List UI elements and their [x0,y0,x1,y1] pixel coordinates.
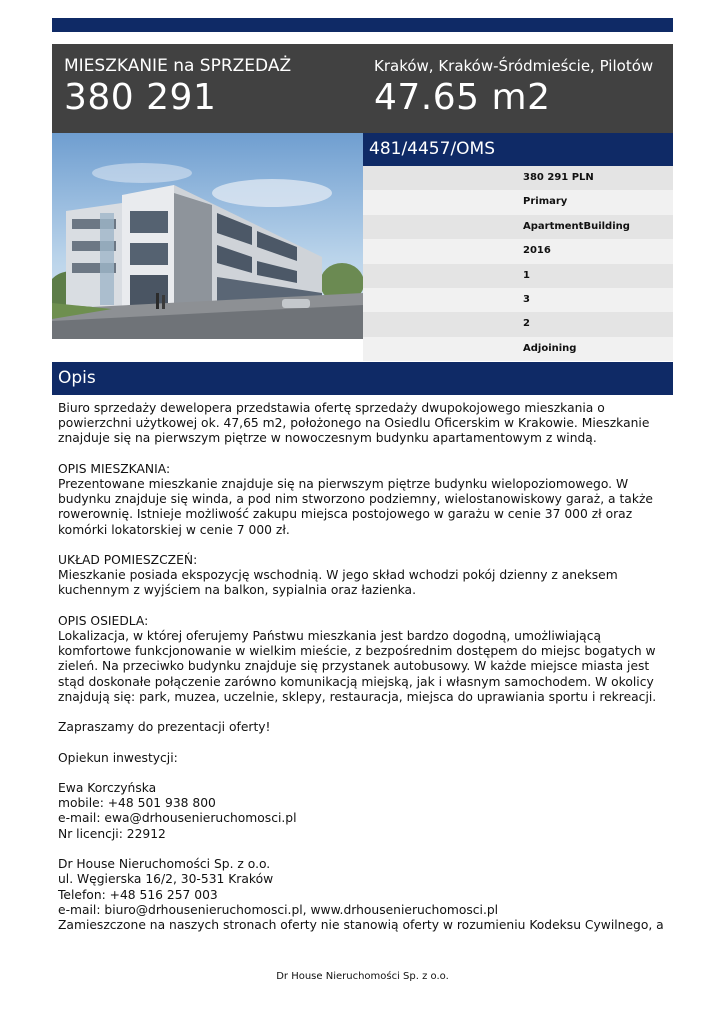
property-year: 2016 [363,239,673,263]
property-rooms: 2 [363,312,673,336]
property-value-3: 3 [363,288,673,312]
offer-type: MIESZKANIE na SPRZEDAŻ [64,56,292,76]
property-building-type: ApartmentBuilding [363,215,673,239]
property-list [363,166,673,361]
location: Kraków, Kraków-Śródmieście, Pilotów [374,57,654,75]
footer-company: Dr House Nieruchomości Sp. z o.o. [276,971,449,982]
property-market: Primary [363,190,673,214]
section-title: Opis [52,362,673,395]
reference-number: 481/4457/OMS [363,133,673,166]
area-value: 47.65 m2 [374,77,551,118]
description-text: Biuro sprzedaży dewelopera przedstawia ofertę sprzedaży dwupokojowego mieszkania o powierzchni użytkowej ok. 47,65 m2, położonego na Osiedlu Oficerskim w Krakowie. Mieszkanie znajduje się na pierwszym piętrze w nowoczesnym budynku apartamentowym z windą. OPIS MIESZKANIA: Prezentowane mieszkanie znajduje się na pierwszym piętrze budynku wielopoziomowego. W budynku znajduje się winda, a pod nim stworzono podziemny, wielostanowiskowy garaż, a także rowerownię. Istnieje możliwość zakupu miejsca postojowego w garażu w cenie 37 000 zł oraz komórki lokatorskiej w cenie 7 000 zł. UKŁAD POMIESZCZEŃ: Mieszkanie posiada ekspozycję wschodnią. W jego skład wchodzi pokój dzienny z aneksem kuchennym z wyjściem na balkon, sypialnia oraz łazienka. OPIS OSIEDLA: Lokalizacja, w której oferujemy Państwu mieszkania jest bardzo dogodną, umożliwiającą komfortowe funkcjonowanie w wielkim mieście, z bezpośrednim dostępem do miejsc bogatych w zieleń. Na przeciwko budynku znajduje się przystanek autobusowy. W każde miejsce miasta jest stąd doskonałe połączenie zarówno komunikacją miejską, jak i własnym samochodem. W okolicy znajdują się: park, muzea, uczelnie, sklepy, restauracja, miejsca do uprawiania sportu i rekreacji. Zapraszamy do prezentacji oferty! Opiekun inwestycji: Ewa Korczyńska mobile: +48 501 938 800 e-mail: ewa@drhousenieruchomosci.pl Nr licencji: 22912 Dr House Nieruchomości Sp. z o.o. ul. Węgierska 16/2, 30-531 Kraków Telefon: +48 516 257 003 e-mail: biuro@drhousenieruchomosci.pl, www.drhousenieruchomosci.pl Zamieszczone na naszych stronach oferty nie stanowią oferty w rozumieniu Kodeksu Cywilnego, a [58,401,664,932]
listing-header [52,44,673,133]
header-left [64,56,291,118]
header-right [374,56,653,118]
top-accent-bar [52,18,673,32]
property-kitchen: Adjoining [363,337,673,361]
property-floor: 1 [363,264,673,288]
price-value: 380 291 [64,77,217,118]
building-photo [52,133,363,339]
property-price: 380 291 PLN [363,166,673,190]
